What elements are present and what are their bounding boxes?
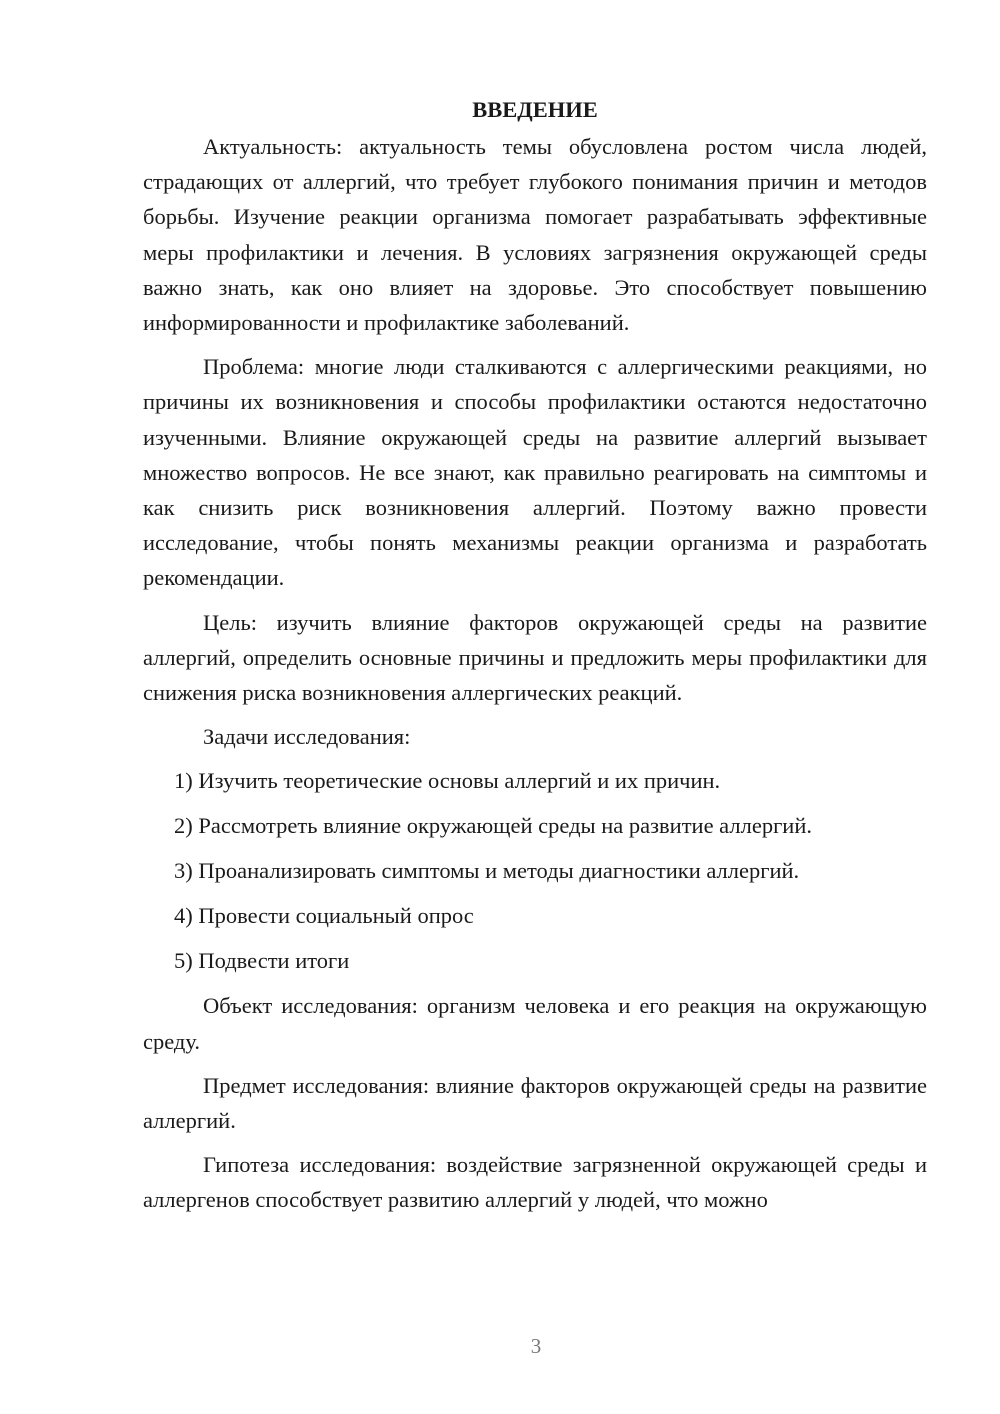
- task-item: 1) Изучить теоретические основы аллергий и их причин.: [174, 768, 721, 794]
- paragraph-hypothesis: Гипотеза исследования: воздействие загрязненной окружающей среды и аллергенов способствует развитию аллергий у людей, что можно: [143, 1152, 927, 1213]
- paragraph-problem: Проблема: многие люди сталкиваются с аллергическими реакциями, но причины их возникновения и способы профилактики остаются недостаточно изученными. Влияние окружающей среды на развитие аллергий вызывает множество вопросов. Не все знают, как правильно реагировать на симптомы и как снизить риск возникновения аллергий. Поэтому важно провести исследование, чтобы понять механизмы реакции организма и разработать рекомендации.: [143, 354, 927, 591]
- tasks-title: Задачи исследования:: [203, 724, 411, 750]
- page-content: [143, 92, 927, 1218]
- paragraph-object: Объект исследования: организм человека и его реакция на окружающую среду.: [143, 993, 927, 1054]
- page-number: 3: [530, 1334, 542, 1358]
- tasks-list: [143, 763, 927, 978]
- paragraph-relevance: Актуальность: актуальность темы обусловлена ростом числа людей, страдающих от аллергий, что требует глубокого понимания причин и методов борьбы. Изучение реакции организма помогает разрабатывать эффективные меры профилактики и лечения. В условиях загрязнения окружающей среды важно знать, как оно влияет на здоровье. Это способствует повышению информированности и профилактике заболеваний.: [143, 134, 927, 336]
- task-item: 3) Проанализировать симптомы и методы диагностики аллергий.: [174, 858, 800, 884]
- section-heading: ВВЕДЕНИЕ: [472, 97, 598, 122]
- task-item: 5) Подвести итоги: [174, 948, 350, 974]
- paragraph-subject: Предмет исследования: влияние факторов окружающей среды на развитие аллергий.: [143, 1072, 927, 1134]
- task-item: 4) Провести социальный опрос: [174, 903, 474, 929]
- task-item: 2) Рассмотреть влияние окружающей среды на развитие аллергий.: [174, 813, 812, 839]
- paragraph-goal: Цель: изучить влияние факторов окружающей среды на развитие аллергий, определить основные причины и предложить меры профилактики для снижения риска возникновения аллергических реакций.: [143, 609, 927, 706]
